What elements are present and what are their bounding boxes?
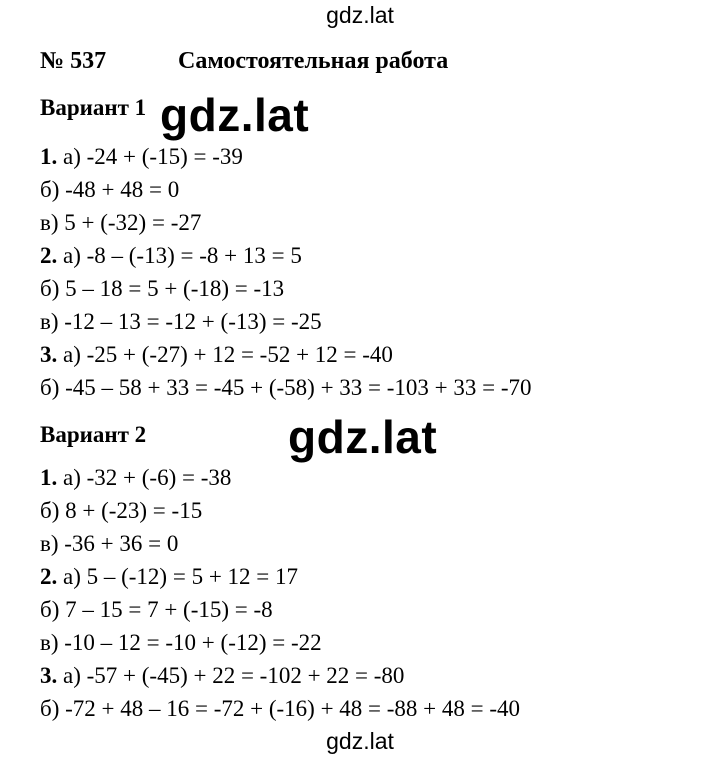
solution-line: 2. а) 5 – (-12) = 5 + 12 = 17	[40, 564, 299, 589]
solution-line: 3. а) -57 + (-45) + 22 = -102 + 22 = -80	[40, 663, 405, 688]
solution-line: 1. а) -32 + (-6) = -38	[40, 465, 232, 490]
variant-2-heading: Вариант 2	[40, 422, 147, 447]
solution-line: в) 5 + (-32) = -27	[40, 210, 202, 235]
solution-line: б) -48 + 48 = 0	[40, 177, 180, 202]
solution-line: б) 7 – 15 = 7 + (-15) = -8	[40, 597, 273, 622]
solution-line: 3. а) -25 + (-27) + 12 = -52 + 12 = -40	[40, 342, 393, 367]
solution-line: в) -36 + 36 = 0	[40, 531, 179, 556]
solution-line: б) 8 + (-23) = -15	[40, 498, 203, 523]
watermark-large: gdz.lat	[288, 411, 438, 463]
page-title	[40, 48, 448, 75]
solution-line: в) -12 – 13 = -12 + (-13) = -25	[40, 309, 322, 334]
exercise-number: № 537	[40, 48, 107, 74]
solution-line: б) -45 – 58 + 33 = -45 + (-58) + 33 = -103 + 33 = -70	[40, 375, 532, 400]
watermark-top: gdz.lat	[326, 2, 394, 28]
solution-line: б) -72 + 48 – 16 = -72 + (-16) + 48 = -88 + 48 = -40	[40, 696, 521, 721]
solution-line: в) -10 – 12 = -10 + (-12) = -22	[40, 630, 322, 655]
solution-line: 1. а) -24 + (-15) = -39	[40, 144, 243, 169]
exercise-title: Самостоятельная работа	[178, 48, 449, 74]
watermark-large: gdz.lat	[160, 89, 310, 141]
solution-line: 2. а) -8 – (-13) = -8 + 13 = 5	[40, 243, 302, 268]
watermark-bottom: gdz.lat	[326, 728, 394, 754]
solution-line: б) 5 – 18 = 5 + (-18) = -13	[40, 276, 285, 301]
variant-1-heading: Вариант 1	[40, 95, 147, 120]
